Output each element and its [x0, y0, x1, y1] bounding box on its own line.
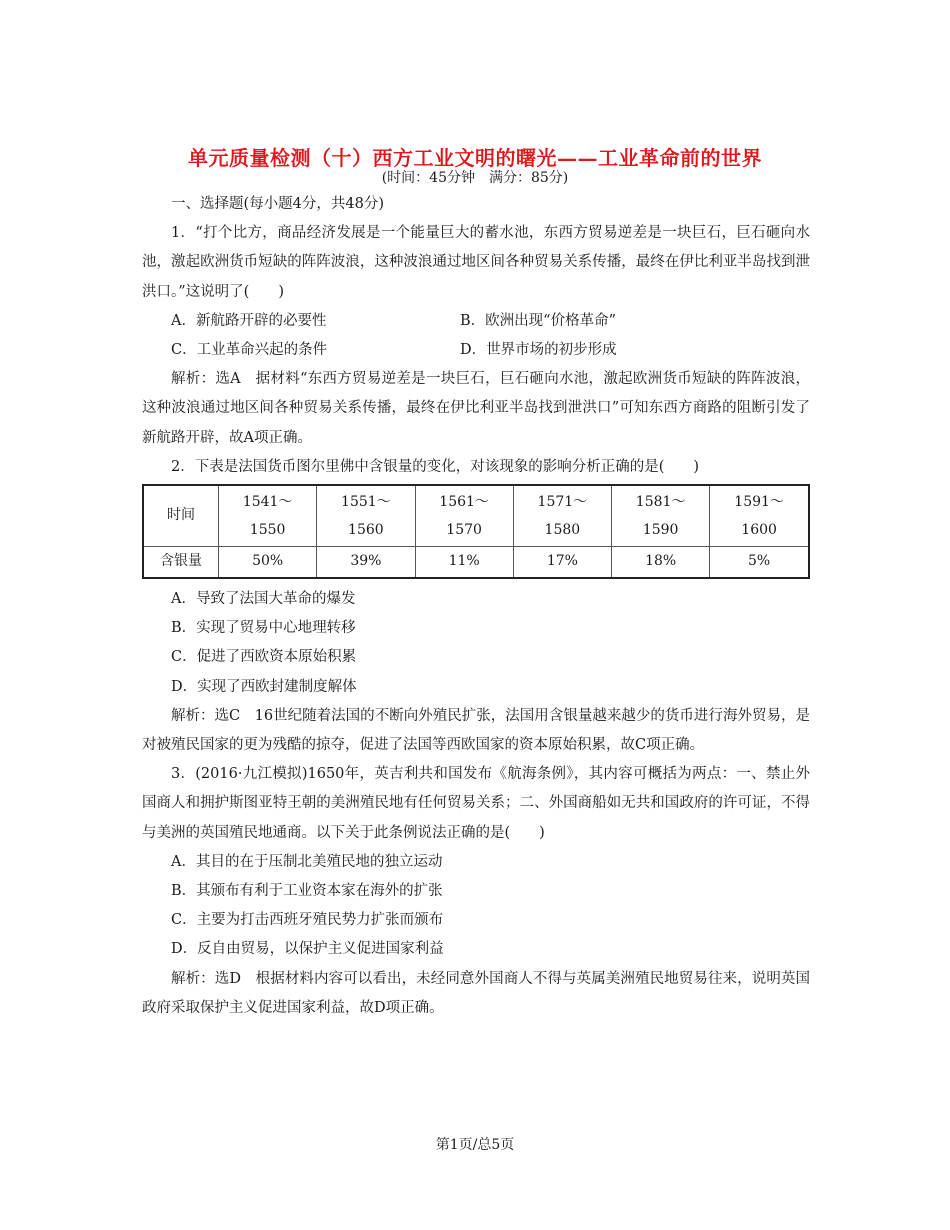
table-cell-period: 1561～ 1570	[415, 485, 513, 547]
table-cell-period: 1571～ 1580	[513, 485, 611, 547]
question-3-option-d: D．反自由贸易，以保护主义促进国家利益	[171, 941, 444, 958]
table-cell-silver: 50%	[219, 547, 317, 579]
question-1-option-a: A．新航路开辟的必要性	[171, 312, 327, 329]
question-1-analysis: 解析：选A 据材料“东西方贸易逆差是一块巨石，巨石砸向水池，激起欧洲货币短缺的阵阵波浪，这种波浪通过地区间各种贸易关系传播，最终在伊比利亚半岛找到泄洪口”可知东西方商路的阻断引发了新航路开辟，故A项正确。	[142, 371, 810, 446]
question-1-option-d: D．世界市场的初步形成	[460, 342, 617, 359]
table-cell-silver: 17%	[513, 547, 611, 579]
question-2-option-b: B．实现了贸易中心地理转移	[171, 620, 356, 637]
section-heading: 一、选择题(每小题4分，共48分)	[171, 196, 384, 212]
exam-time-and-score: (时间：45分钟 满分：85分)	[381, 170, 569, 186]
table-cell-silver: 39%	[317, 547, 415, 579]
question-1-option-b: B．欧洲出现“价格革命”	[460, 312, 616, 329]
table-cell-silver: 18%	[612, 547, 710, 579]
question-2-stem: 2．下表是法国货币图尔里佛中含银量的变化，对该现象的影响分析正确的是( )	[171, 458, 700, 475]
table-header-time: 时间	[143, 485, 219, 547]
table-row-time	[143, 485, 809, 547]
question-2-option-d: D．实现了西欧封建制度解体	[171, 678, 357, 695]
question-2-analysis: 解析：选C 16世纪随着法国的不断向外殖民扩张，法国用含银量越来越少的货币进行海外贸易，是对被殖民国家的更为残酷的掠夺，促进了法国等西欧国家的资本原始积累，故C项正确。	[142, 707, 810, 754]
table-cell-period: 1581～ 1590	[612, 485, 710, 547]
table-cell-silver: 11%	[415, 547, 513, 579]
question-3-stem: 3．(2016·九江模拟)1650年，英吉利共和国发布《航海条例》，其内容可概括为两点：一、禁止外国商人和拥护斯图亚特王朝的美洲殖民地有任何贸易关系；二、外国商船如无共和国政府的许可证，不得与美洲的英国殖民地通商。以下关于此条例说法正确的是( )	[142, 766, 810, 841]
question-1-option-c: C．工业革命兴起的条件	[171, 342, 328, 359]
table-row-silver	[143, 547, 809, 579]
question-3-option-b: B．其颁布有利于工业资本家在海外的扩张	[171, 883, 443, 900]
table-cell-period: 1541～ 1550	[219, 485, 317, 547]
silver-content-table	[142, 484, 810, 579]
question-3-analysis: 解析：选D 根据材料内容可以看出，未经同意外国商人不得与英属美洲殖民地贸易往来，说明英国政府采取保护主义促进国家利益，故D项正确。	[142, 970, 810, 1016]
page-title: 单元质量检测（十）西方工业文明的曙光——工业革命前的世界	[188, 146, 762, 170]
question-2-option-a: A．导致了法国大革命的爆发	[171, 591, 356, 608]
table-cell-silver: 5%	[710, 547, 809, 579]
table-cell-period: 1551～ 1560	[317, 485, 415, 547]
question-1-stem: 1．“打个比方，商品经济发展是一个能量巨大的蓄水池，东西方贸易逆差是一块巨石，巨石砸向水池，激起欧洲货币短缺的阵阵波浪，这种波浪通过地区间各种贸易关系传播，最终在伊比利亚半岛找到泄洪口。”这说明了( )	[142, 225, 810, 300]
question-1-options-row-1	[142, 307, 810, 336]
question-2-option-c: C．促进了西欧资本原始积累	[171, 649, 357, 666]
page-number: 第1页/总5页	[435, 1137, 515, 1153]
document-body	[142, 190, 810, 1023]
question-3-option-a: A．其目的在于压制北美殖民地的独立运动	[171, 853, 443, 870]
question-3-option-c: C．主要为打击西班牙殖民势力扩张而颁布	[171, 912, 444, 929]
question-1-options-row-2	[142, 336, 810, 365]
table-header-silver: 含银量	[143, 547, 219, 579]
table-cell-period: 1591～ 1600	[710, 485, 809, 547]
